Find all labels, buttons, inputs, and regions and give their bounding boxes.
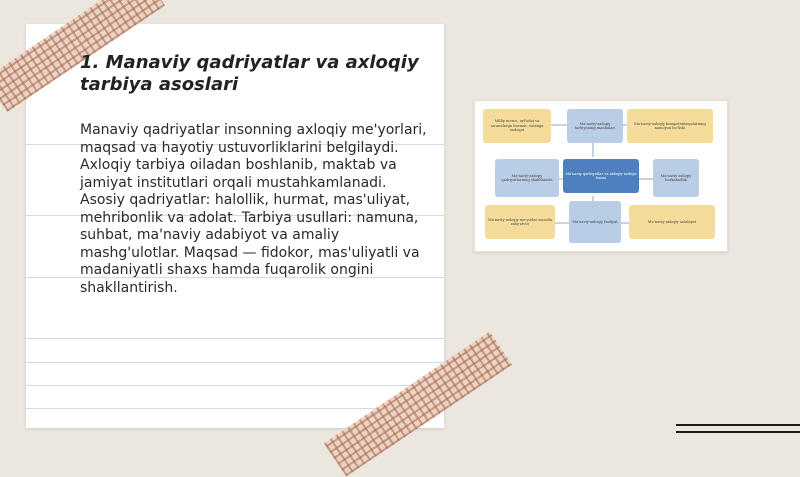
paper-rule — [26, 362, 444, 363]
diagram-node-bottom-center: Ma'naviy-axloqiy faoliyat — [569, 201, 621, 243]
diagram-node-center: Ma'naviy qadriyatlar va axloqiy tarbiya tizimi — [563, 159, 639, 193]
diagram-node-bottom-left: Ma'naviy-axloqiy me'yorlar asosida xulq-atvor — [485, 205, 555, 239]
slide-body-text: Manaviy qadriyatlar insonning axloqiy me'yorlari, maqsad va hayotiy ustuvorliklarini belgilaydi. Axloqiy tarbiya oiladan boshlanib, maktab va jamiyat institutlari orqali mustahkamlanadi. Asosiy qadriyatlar: halollik, hurmat, mas'uliyat, mehribonlik va adolat. Tarbiya usullari: namuna, suhbat, ma'naviy adabiyot va amaliy mashg'ulotlar. Maqsad — fidokor, mas'uliyatli va madaniyatli shaxs hamda fuqarolik ongini shakllantirish. — [80, 122, 427, 296]
paper-rule — [26, 385, 444, 386]
paper-rule — [26, 338, 444, 339]
diagram-node-middle-right: Ma'naviy-axloqiy barkamollik — [653, 159, 699, 197]
diagram-node-top-right: Ma'naviy-axloqiy kompetentsiyalarning namoyon bo'lishi — [627, 109, 713, 143]
decorative-lines — [676, 424, 800, 444]
diagram-node-top-center: Ma'naviy-axloqiy tarbiyaning manbalari — [567, 109, 623, 143]
slide-title: 1. Manaviy qadriyatlar va axloqiy tarbiya asoslari — [80, 52, 419, 95]
diagram-node-top-left: Milliy meros, urf-odat va an'analarga hurmat, vatanga sadoqat — [483, 109, 551, 143]
diagram-image — [474, 100, 728, 252]
diagram-node-bottom-right: Ma'naviy-axloqiy salohiyat — [629, 205, 715, 239]
diagram-node-middle-left: Ma'naviy-axloqiy qadriyatlarning shakllanishi — [495, 159, 559, 197]
